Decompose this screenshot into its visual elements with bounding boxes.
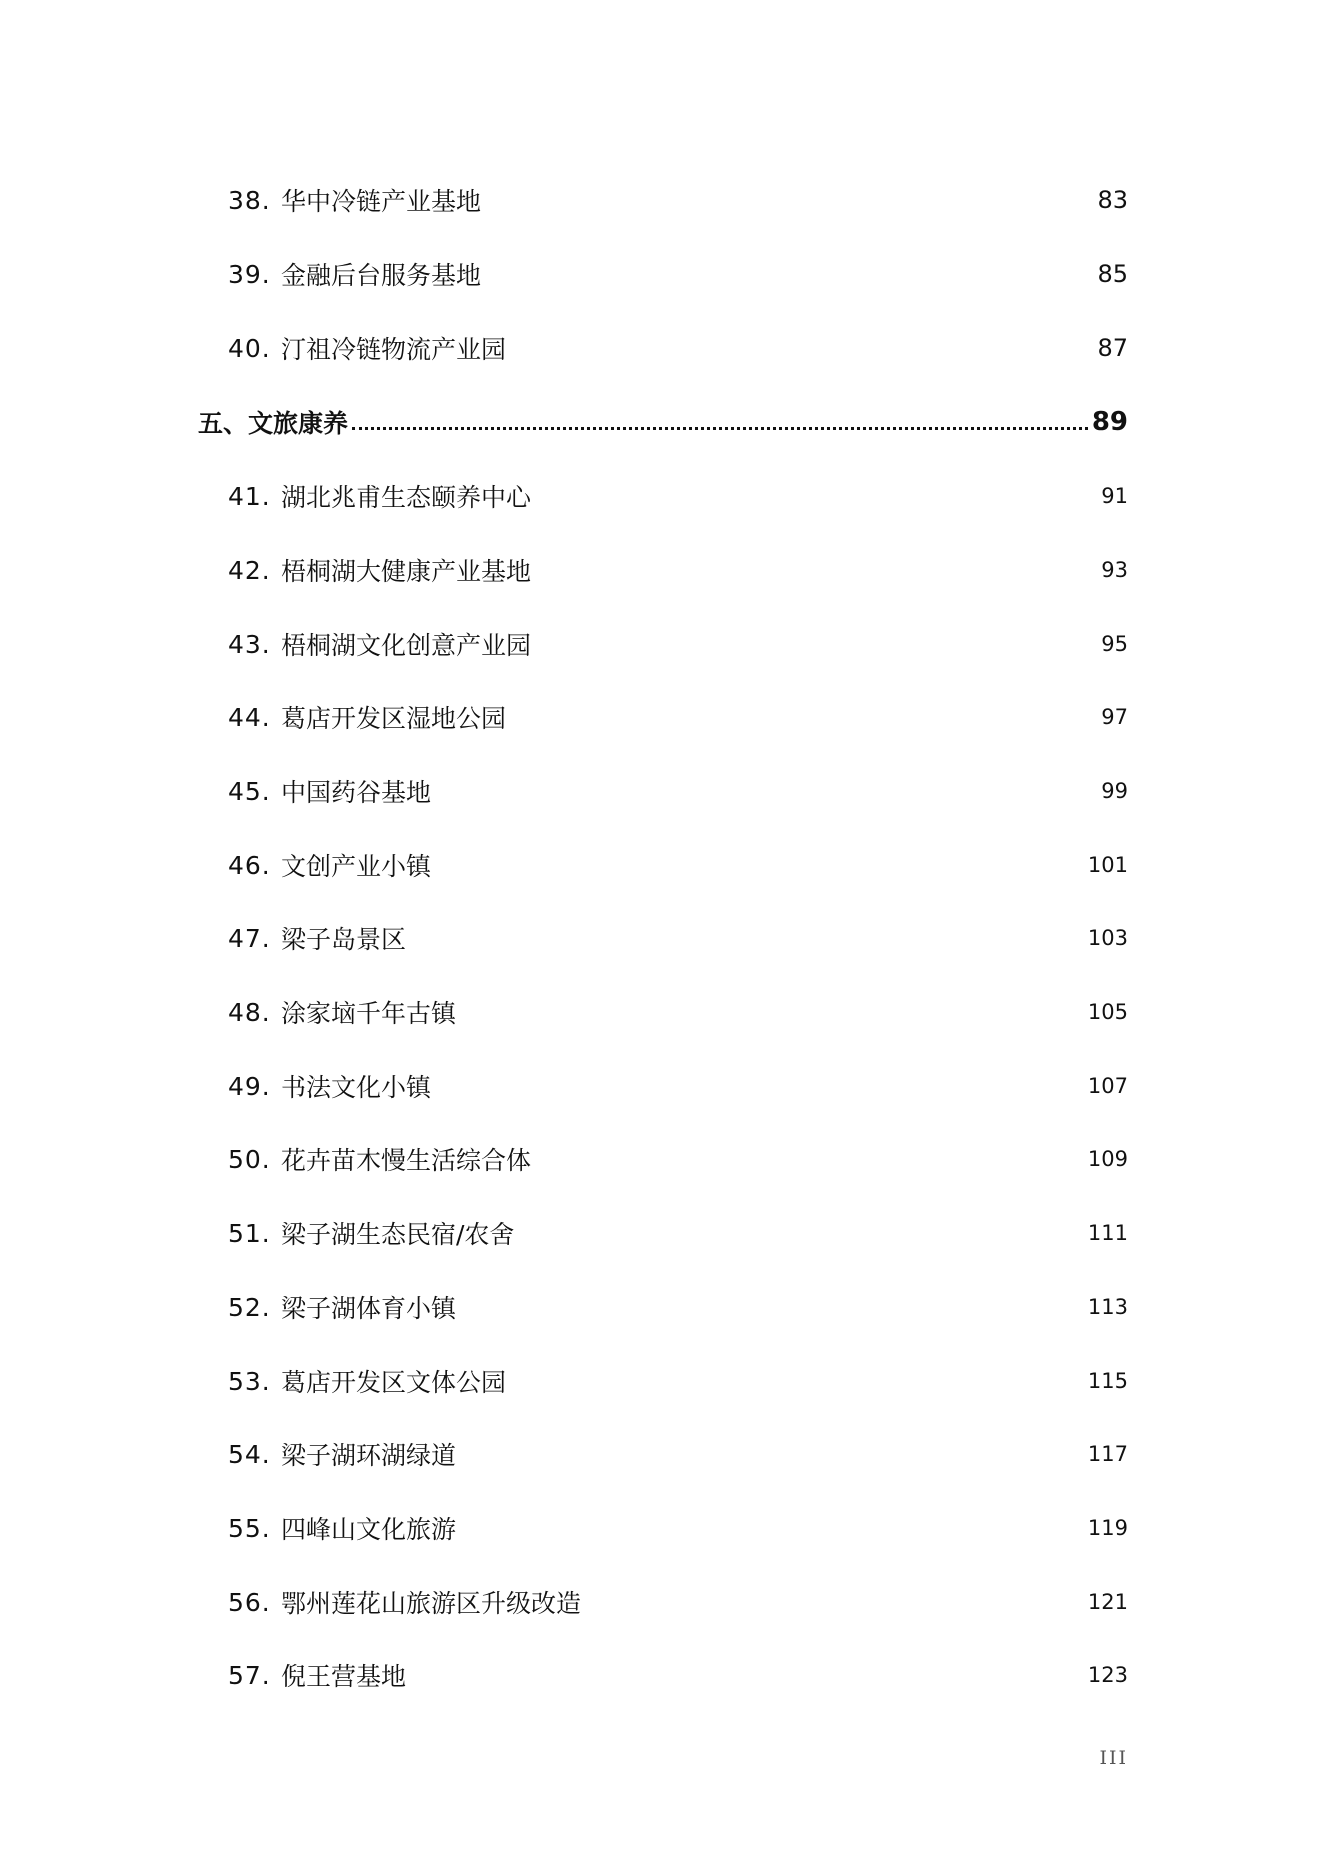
toc-entry[interactable] (0, 624, 1322, 664)
entry-title: 文创产业小镇 (281, 852, 432, 881)
entry-title: 四峰山文化旅游 (281, 1515, 457, 1544)
entry-title: 汀祖冷链物流产业园 (281, 335, 507, 364)
entry-number: 39. (228, 259, 271, 289)
toc-entry[interactable] (0, 328, 1322, 368)
entry-title: 华中冷链产业基地 (281, 187, 482, 216)
entry-page: 111 (1087, 1221, 1128, 1245)
entry-number: 41. (228, 481, 271, 511)
entry-page: 97 (1101, 705, 1128, 729)
entry-title: 湖北兆甫生态颐养中心 (281, 483, 532, 512)
entry-page: 107 (1087, 1074, 1128, 1098)
toc-entry[interactable] (0, 1361, 1322, 1401)
entry-page: 101 (1087, 853, 1128, 877)
section-page: 89 (1091, 407, 1128, 437)
toc-entry[interactable] (0, 992, 1322, 1032)
entry-page: 91 (1101, 484, 1128, 508)
entry-number: 50. (228, 1144, 271, 1174)
entry-title: 梁子湖体育小镇 (281, 1294, 457, 1323)
toc-entry[interactable] (0, 918, 1322, 958)
entry-page: 85 (1097, 260, 1128, 288)
entry-number: 49. (228, 1071, 271, 1101)
entry-number: 57. (228, 1660, 271, 1690)
entry-number: 56. (228, 1587, 271, 1617)
entry-number: 51. (228, 1218, 271, 1248)
entry-title: 葛店开发区湿地公园 (281, 704, 507, 733)
page-number-footer: III (1099, 1747, 1128, 1769)
entry-page: 121 (1087, 1590, 1128, 1614)
entry-page: 87 (1097, 334, 1128, 362)
entry-page: 113 (1087, 1295, 1128, 1319)
toc-entry[interactable] (0, 697, 1322, 737)
toc-section-heading[interactable] (198, 402, 1128, 442)
entry-page: 93 (1101, 558, 1128, 582)
toc-entry[interactable] (0, 1287, 1322, 1327)
toc-entry[interactable] (0, 1655, 1322, 1695)
entry-title: 鄂州莲花山旅游区升级改造 (281, 1589, 582, 1618)
toc-entry[interactable] (0, 1213, 1322, 1253)
entry-title: 书法文化小镇 (281, 1073, 432, 1102)
entry-page: 119 (1087, 1516, 1128, 1540)
entry-page: 103 (1087, 926, 1128, 950)
toc-entry[interactable] (0, 1434, 1322, 1474)
toc-entry[interactable] (0, 1066, 1322, 1106)
entry-number: 45. (228, 776, 271, 806)
toc-entry[interactable] (0, 1508, 1322, 1548)
toc-entry[interactable] (0, 771, 1322, 811)
entry-page: 117 (1087, 1442, 1128, 1466)
entry-page: 109 (1087, 1147, 1128, 1171)
toc-entry[interactable] (0, 254, 1322, 294)
entry-number: 54. (228, 1439, 271, 1469)
entry-page: 83 (1097, 186, 1128, 214)
entry-title: 金融后台服务基地 (281, 261, 482, 290)
entry-number: 43. (228, 629, 271, 659)
dot-leader (352, 427, 1088, 430)
entry-page: 115 (1087, 1369, 1128, 1393)
entry-title: 花卉苗木慢生活综合体 (281, 1146, 532, 1175)
entry-number: 46. (228, 850, 271, 880)
entry-title: 涂家垴千年古镇 (281, 999, 457, 1028)
toc-entry[interactable] (0, 180, 1322, 220)
entry-page: 99 (1101, 779, 1128, 803)
toc-entry[interactable] (0, 476, 1322, 516)
entry-number: 42. (228, 555, 271, 585)
toc-entry[interactable] (0, 1582, 1322, 1622)
entry-title: 倪王营基地 (281, 1662, 407, 1691)
entry-number: 47. (228, 923, 271, 953)
entry-number: 53. (228, 1366, 271, 1396)
entry-number: 40. (228, 333, 271, 363)
entry-title: 梁子岛景区 (281, 925, 407, 954)
section-title: 五、文旅康养 (198, 409, 349, 438)
entry-page: 105 (1087, 1000, 1128, 1024)
entry-title: 梧桐湖文化创意产业园 (281, 631, 532, 660)
entry-title: 梧桐湖大健康产业基地 (281, 557, 532, 586)
entry-title: 梁子湖环湖绿道 (281, 1441, 457, 1470)
entry-title: 中国药谷基地 (281, 778, 432, 807)
entry-number: 55. (228, 1513, 271, 1543)
entry-number: 44. (228, 702, 271, 732)
entry-page: 95 (1101, 632, 1128, 656)
entry-number: 38. (228, 185, 271, 215)
entry-title: 梁子湖生态民宿/农舍 (281, 1220, 515, 1249)
toc-entry[interactable] (0, 550, 1322, 590)
toc-entry[interactable] (0, 1139, 1322, 1179)
toc-entry[interactable] (0, 845, 1322, 885)
entry-number: 48. (228, 997, 271, 1027)
entry-number: 52. (228, 1292, 271, 1322)
entry-title: 葛店开发区文体公园 (281, 1368, 507, 1397)
entry-page: 123 (1087, 1663, 1128, 1687)
